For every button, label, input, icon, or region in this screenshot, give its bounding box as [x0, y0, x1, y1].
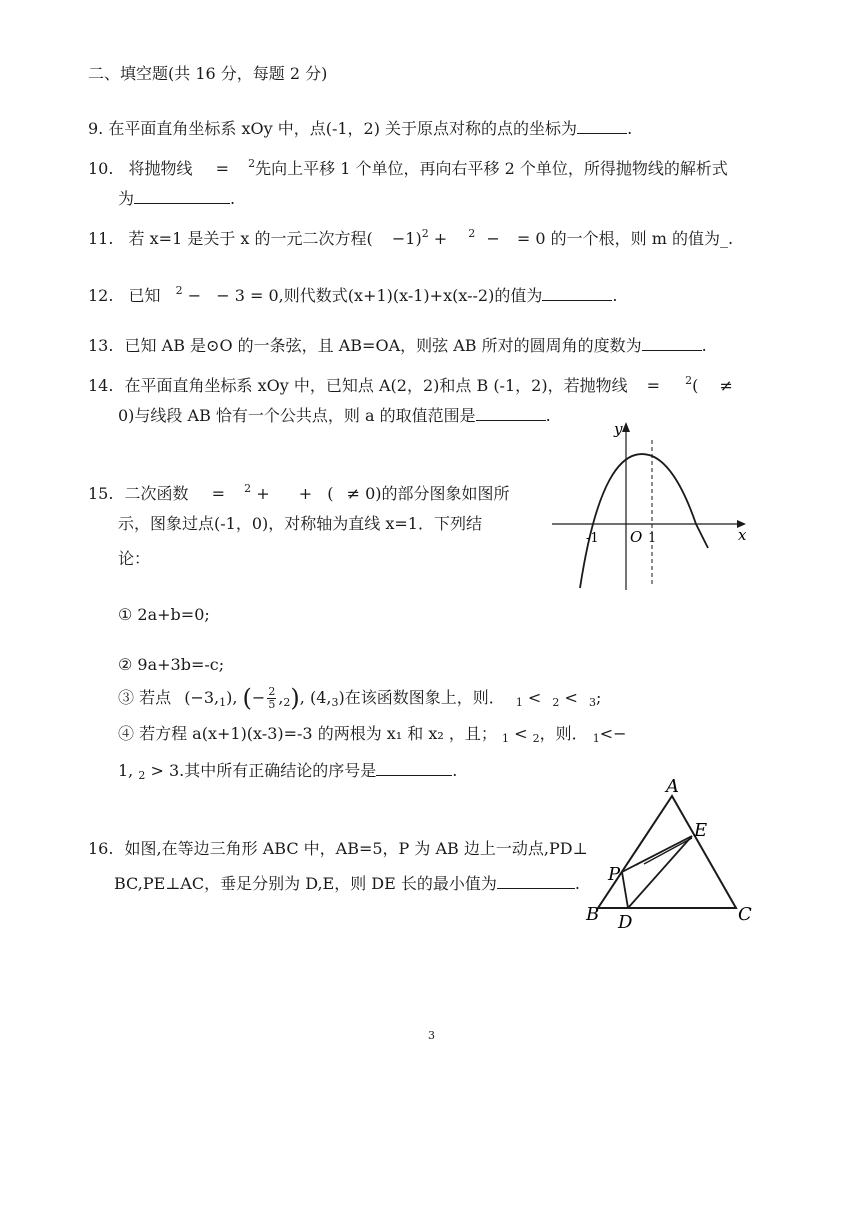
q15-c3-sub3: 3 [331, 696, 339, 709]
label-b: B [586, 904, 600, 925]
q12-eq-tail: − [187, 286, 202, 305]
q15-conclusion-3 [118, 684, 601, 717]
q12-text-b: 则代数式(x+1)(x-1)+x(x--2)的值为 [283, 286, 543, 305]
label-p: P [608, 864, 621, 885]
q13-number: 13. [88, 336, 114, 355]
q15-c4-lt: < [514, 724, 528, 743]
question-10 [88, 154, 728, 179]
q12-eq-tail2: − 3 = 0, [216, 286, 284, 305]
q15-conclusion-1: ① 2a+b=0; [118, 605, 210, 624]
q15-c3-a: ③ 若点 [118, 688, 172, 707]
q9-end: . [627, 119, 633, 138]
q15-c3-p3: , (4, [299, 688, 332, 707]
q15-c4-line2-a: 1, [118, 761, 134, 780]
q16-triangle-figure [584, 778, 764, 938]
q15-c3-p1: (−3, [184, 688, 220, 707]
q16-text-a: 如图,在等边三角形 ABC 中，AB=5，P 为 AB 边上一动点,PD⊥ [124, 839, 588, 858]
q15-c3-lt1: < [527, 688, 542, 707]
q15-c4-x1b: 1 [592, 732, 600, 745]
q15-c3-frac-den: 5 [268, 698, 276, 711]
q15-c3-paren-open: ( [242, 684, 252, 712]
q15-c4-lt2: <− [599, 724, 627, 743]
q15-c3-paren-close: ) [290, 684, 300, 712]
q15-blank [376, 761, 452, 776]
q15-text-b: 的部分图象如图所 [381, 484, 510, 503]
graph-x-label: x [738, 526, 747, 544]
q11-part-b: −1) [391, 229, 422, 248]
q11-part-c: + [433, 229, 448, 248]
q14-text-a: 在平面直角坐标系 xOy 中，已知点 A(2，2)和点 B (-1，2)，若抛物线 [124, 376, 628, 395]
section-title: 二、填空题(共 16 分，每题 2 分) [88, 64, 328, 83]
q14-blank [476, 406, 546, 421]
q9-number: 9. [88, 119, 104, 138]
q10-text-b: 先向上平移 1 个单位，再向右平移 2 个单位，所得抛物线的解析式 [255, 159, 728, 178]
q15-c3-end: ; [596, 688, 602, 707]
label-c: C [738, 904, 752, 925]
q16-line2: BC,PE⊥AC，垂足分别为 D,E，则 DE 长的最小值为 [114, 874, 497, 893]
q14-tail: ( [692, 376, 699, 395]
label-d: D [618, 912, 633, 933]
q14-end: . [545, 406, 551, 425]
question-16 [88, 839, 588, 859]
q15-p4: ≠ 0) [346, 484, 382, 503]
label-e: E [694, 820, 708, 841]
question-15-line3: 论： [118, 549, 151, 568]
q15-p1: + [256, 484, 270, 503]
q12-number: 12. [88, 286, 114, 305]
q12-text-a: 已知 [128, 286, 161, 305]
q13-text: 已知 AB 是⊙O 的一条弦，且 AB=OA，则弦 AB 所对的圆周角的度数为 [124, 336, 642, 355]
q14-sup: 2 [685, 374, 693, 387]
q15-conclusion-4 [118, 724, 627, 749]
q10-end: . [230, 189, 236, 208]
question-15 [88, 479, 510, 504]
q11-sup1: 2 [421, 227, 429, 240]
q14-number: 14. [88, 376, 114, 395]
q10-blank [134, 189, 230, 204]
question-14 [88, 371, 733, 396]
q15-p3: ( [327, 484, 334, 503]
q11-number: 11. [88, 229, 114, 248]
q15-c3-y2: 2 [552, 696, 560, 709]
q15-c3-y1: 1 [515, 696, 523, 709]
graph-tick-neg1: -1 [586, 531, 599, 546]
q15-c4-a: ④ 若方程 a(x+1)(x-3)=-3 的两根为 x₁ 和 x₂ ，且； [118, 724, 497, 743]
label-a: A [666, 778, 679, 797]
q9-blank [577, 119, 627, 134]
question-16-line2 [114, 874, 580, 894]
q15-p2: + [298, 484, 313, 503]
q10-sup: 2 [248, 157, 256, 170]
graph-origin-label: O [630, 528, 643, 546]
q15-c3-frac-num: 2 [268, 685, 276, 698]
q11-text-a: 若 x=1 是关于 x 的一元二次方程( [128, 229, 373, 248]
parabola-curve [580, 454, 708, 588]
y-axis-arrow [622, 422, 630, 432]
q13-end: . [701, 336, 707, 355]
question-15-line2: 示，图象过点(-1，0)，对称轴为直线 x=1．下列结 [118, 514, 482, 533]
q11-sup2: 2 [468, 227, 476, 240]
segment-pd [622, 872, 628, 908]
q15-c4-x1: 1 [502, 732, 510, 745]
q15-conclusion-2: ② 9a+3b=-c; [118, 655, 225, 674]
question-12 [88, 281, 617, 306]
q11-part-e: = 0 [516, 229, 546, 248]
q15-conclusion-4-line2 [118, 761, 457, 786]
q12-blank [542, 286, 612, 301]
q14-neq: ≠ [719, 376, 733, 395]
q16-number: 16. [88, 839, 114, 858]
question-10-line2 [118, 189, 235, 209]
graph-y-label: y [614, 420, 623, 438]
q13-blank [642, 336, 702, 351]
q15-c3-sub2: 2 [283, 696, 291, 709]
q16-blank [497, 874, 575, 889]
q11-text-b: 的一个根，则 m 的值为_. [550, 229, 734, 248]
q15-end: . [452, 761, 458, 780]
question-14-line2 [118, 406, 551, 426]
q16-end: . [574, 874, 580, 893]
q15-c4-x2b: 2 [138, 769, 146, 782]
q15-c3-y3: 3 [589, 696, 597, 709]
q12-sup: 2 [175, 284, 183, 297]
question-13 [88, 336, 707, 356]
q15-c3-p2-neg: − [251, 688, 266, 707]
question-11 [88, 224, 733, 249]
q9-text: 在平面直角坐标系 xOy 中，点(-1，2) 关于原点对称的点的坐标为 [108, 119, 578, 138]
q15-text-a: 二次函数 [124, 484, 189, 503]
q14-eq: = [646, 376, 661, 395]
q15-c4-x2: 2 [532, 732, 540, 745]
question-9 [88, 119, 632, 139]
q15-c3-fraction [267, 686, 276, 711]
q15-c3-b: 在该函数图象上，则． [344, 688, 505, 707]
q11-part-d: − [486, 229, 500, 248]
q10-text-a: 将抛物线 [128, 159, 193, 178]
segment-extra [644, 838, 692, 864]
graph-tick-1: 1 [648, 531, 657, 546]
q10-number: 10. [88, 159, 114, 178]
q15-eq: = [211, 484, 226, 503]
q15-c3-lt2: < [564, 688, 578, 707]
q12-end: . [612, 286, 618, 305]
q15-c4-line2-c: 其中所有正确结论的序号是 [184, 761, 377, 780]
q15-c3-sub1: 1 [219, 696, 227, 709]
q15-c4-b: ，则． [539, 724, 588, 743]
q15-parabola-graph [548, 418, 754, 594]
q10-line2-a: 为 [118, 189, 135, 208]
q15-sup: 2 [244, 482, 252, 495]
q10-eq: = [215, 159, 230, 178]
q15-c3-p1b: ), [226, 688, 238, 707]
page-number: 3 [428, 1029, 435, 1042]
q15-c3-p3b: ) [338, 688, 345, 707]
q15-c4-line2-b: > 3. [150, 761, 185, 780]
q15-c3-p2: , [278, 688, 284, 707]
q15-number: 15. [88, 484, 114, 503]
q14-line2: 0)与线段 AB 恰有一个公共点，则 a 的取值范围是 [118, 406, 476, 425]
